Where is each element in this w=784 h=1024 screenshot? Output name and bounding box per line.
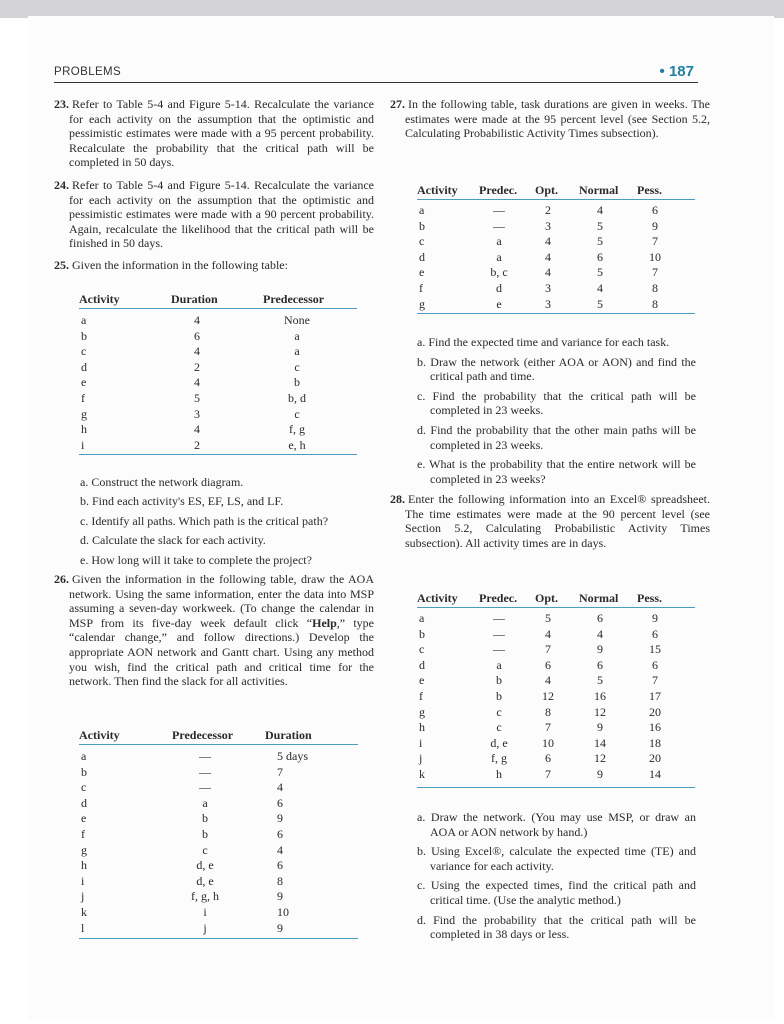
table-cell: f	[419, 688, 423, 703]
table-cell: 4	[545, 249, 551, 264]
table-cell: e	[419, 265, 425, 280]
table-cell: a	[496, 234, 502, 249]
predec-column	[481, 611, 517, 783]
col-header-predecessor: Predecessor	[172, 728, 234, 742]
list-item: d. Find the probability that the other main paths will be completed in 23 weeks.	[417, 422, 696, 452]
table-cell: b	[202, 826, 208, 841]
table-cell: e	[81, 811, 87, 826]
table-cell: g	[81, 842, 87, 857]
col-header-activity: Activity	[79, 728, 120, 742]
table-cell: k	[81, 904, 87, 919]
table-cell: 17	[649, 688, 661, 703]
problem-26: 26. Given the information in the following table, draw the AOA network. Using the same information, enter the data into MSP assuming a seven-day workweek. (To change the calendar in MSP from its five-day week default click “Help,” type “calendar change,” and follow directions.) Develop the appropriate AON network and Gantt chart. Using any method you wish, find the critical path and critical time for the network. Then find the slack for all activities.	[54, 572, 374, 689]
table-cell: 6	[545, 751, 551, 766]
col-header-predecessor: Predecessor	[263, 292, 325, 306]
table-cell: l	[81, 920, 85, 935]
table-cell: 5	[597, 265, 603, 280]
table-cell: b	[419, 626, 425, 641]
table-cell: b, d	[288, 390, 306, 405]
col-header-activity: Activity	[417, 183, 458, 197]
table-cell: 5	[597, 296, 603, 311]
table-cell: 7	[652, 673, 658, 688]
list-item: b. Find each activity's ES, EF, LS, and LF.	[80, 494, 284, 509]
table-cell: 18	[649, 735, 661, 750]
table-cell: 5	[545, 611, 551, 625]
table-cell: 2	[194, 437, 200, 452]
table-cell: 16	[649, 720, 661, 735]
table-cell: g	[419, 704, 425, 719]
table-cell: h	[419, 720, 425, 735]
table-cell: 8	[652, 280, 658, 295]
table-cell: 9	[597, 766, 603, 781]
table-cell: e	[81, 375, 87, 390]
table-cell: 10	[277, 904, 289, 919]
table-cell: 8	[545, 704, 551, 719]
predec-column	[481, 203, 517, 312]
table-27	[417, 183, 695, 318]
table-cell: c	[81, 344, 87, 359]
col-header-opt: Opt.	[535, 183, 559, 197]
table-cell: c	[419, 642, 425, 657]
table-cell: d	[419, 657, 425, 672]
table-28	[417, 591, 695, 791]
table-cell: g	[81, 406, 87, 421]
predecessor-column	[269, 313, 325, 453]
table-cell: 12	[542, 688, 554, 703]
table-cell: 10	[649, 249, 661, 264]
table-cell: i	[81, 873, 85, 888]
table-cell: h	[81, 858, 87, 873]
table-cell: 5 days	[277, 749, 308, 763]
table-cell: 7	[652, 234, 658, 249]
table-cell: d, e	[490, 735, 508, 750]
col-header-duration: Duration	[171, 292, 218, 306]
table-cell: b	[496, 673, 502, 688]
header-rule	[54, 82, 698, 83]
table-cell: 6	[277, 826, 283, 841]
table-cell: 4	[194, 313, 200, 327]
table-cell: 9	[652, 218, 658, 233]
table-cell: f	[81, 826, 85, 841]
table-cell: 7	[545, 766, 551, 781]
opt-column	[537, 203, 559, 312]
activity-column	[419, 203, 425, 312]
table-cell: j	[419, 751, 423, 766]
table-cell: 4	[597, 626, 603, 641]
table-cell: h	[81, 422, 87, 437]
list-item: e. How long will it take to complete the project?	[80, 552, 312, 567]
table-cell: f	[81, 390, 85, 405]
table-cell: a	[202, 795, 208, 810]
table-cell: i	[203, 904, 207, 919]
problem-25-items	[80, 475, 360, 572]
col-header-pess: Pess.	[637, 591, 662, 605]
table-cell: k	[419, 766, 425, 781]
table-cell: 9	[597, 642, 603, 657]
table-cell: 9	[277, 811, 283, 826]
table-cell: 5	[597, 673, 603, 688]
table-cell: 3	[545, 296, 551, 311]
problem-28: 28. Enter the following information into an Excel® spreadsheet. The time estimates were made at the 90 percent level (see Section 5.2, Calculating Probabilistic Activity Times subsection). All activity times are in days.	[390, 492, 710, 550]
table-cell: 5	[194, 390, 200, 405]
table-cell: b	[294, 375, 300, 390]
table-cell: c	[294, 359, 300, 374]
col-header-predec: Predec.	[479, 183, 518, 197]
table-cell: —	[493, 642, 505, 657]
duration-column	[277, 749, 308, 936]
predecessor-column	[179, 749, 231, 936]
table-cell: 10	[542, 735, 554, 750]
list-item: c. Using the expected times, find the critical path and critical time. (Use the analytic method.)	[417, 878, 696, 907]
table-cell: b	[202, 811, 208, 826]
table-cell: 6	[545, 657, 551, 672]
col-header-activity: Activity	[79, 292, 120, 306]
table-cell: 6	[652, 657, 658, 672]
table-cell: j	[81, 889, 85, 904]
table-cell: 15	[649, 642, 661, 657]
table-25	[79, 292, 357, 460]
table-cell: 7	[277, 764, 283, 779]
duration-column	[185, 313, 209, 453]
table-cell: 2	[194, 359, 200, 374]
table-cell: 6	[597, 249, 603, 264]
problem-28-items	[417, 810, 696, 942]
table-cell: 6	[277, 795, 283, 810]
table-bottom-rule	[417, 787, 695, 788]
table-cell: c	[419, 234, 425, 249]
list-item: d. Calculate the slack for each activity.	[80, 533, 266, 548]
table-cell: 20	[649, 704, 661, 719]
table-cell: f	[419, 280, 423, 295]
table-cell: —	[199, 780, 211, 795]
table-cell: 4	[545, 234, 551, 249]
col-header-activity: Activity	[417, 591, 458, 605]
table-cell: —	[493, 626, 505, 641]
table-cell: 4	[545, 673, 551, 688]
table-cell: 4	[597, 280, 603, 295]
pess-column	[643, 611, 667, 783]
normal-column	[589, 203, 611, 312]
table-bottom-rule	[417, 313, 695, 314]
table-cell: a	[496, 657, 502, 672]
table-cell: 9	[277, 889, 283, 904]
table-cell: 9	[597, 720, 603, 735]
table-cell: f, g, h	[191, 889, 219, 904]
list-item: a. Construct the network diagram.	[80, 475, 244, 489]
table-cell: 4	[194, 375, 200, 390]
table-cell: 9	[277, 920, 283, 935]
table-cell: h	[496, 766, 502, 781]
opt-column	[537, 611, 559, 783]
table-cell: 8	[652, 296, 658, 311]
list-item: a. Find the expected time and variance for each task.	[417, 335, 670, 349]
activity-column	[81, 749, 87, 936]
table-cell: 7	[545, 720, 551, 735]
table-cell: 6	[652, 626, 658, 641]
normal-column	[589, 611, 611, 783]
activity-column	[81, 313, 87, 453]
table-cell: 4	[545, 626, 551, 641]
table-cell: 14	[649, 766, 661, 781]
table-cell: 4	[277, 780, 283, 795]
table-26	[79, 728, 358, 940]
table-cell: b	[419, 218, 425, 233]
table-cell: d	[81, 795, 87, 810]
table-cell: a	[81, 313, 87, 327]
table-cell: d, e	[196, 873, 214, 888]
table-cell: f, g	[491, 751, 507, 766]
table-cell: c	[496, 720, 502, 735]
col-header-opt: Opt.	[535, 591, 559, 605]
table-cell: —	[199, 749, 211, 763]
table-cell: c	[202, 842, 208, 857]
table-cell: 8	[277, 873, 283, 888]
table-cell: 14	[594, 735, 606, 750]
table-cell: 7	[545, 642, 551, 657]
table-cell: 9	[652, 611, 658, 625]
table-cell: 16	[594, 688, 606, 703]
table-cell: 3	[545, 218, 551, 233]
table-cell: b, c	[490, 265, 508, 280]
table-cell: 4	[545, 265, 551, 280]
table-cell: 3	[545, 280, 551, 295]
table-cell: a	[294, 344, 300, 359]
table-cell: d, e	[196, 858, 214, 873]
page-number: • 187	[659, 63, 694, 80]
list-item: b. Using Excel®, calculate the expected time (TE) and variance for each activity.	[417, 844, 696, 873]
table-cell: c	[496, 704, 502, 719]
table-cell: a	[496, 249, 502, 264]
table-cell: 4	[597, 203, 603, 217]
problem-27-items	[417, 335, 696, 486]
table-cell: 2	[545, 203, 551, 217]
table-cell: a	[81, 749, 87, 763]
list-item: a. Draw the network. (You may use MSP, or draw an AOA or AON network by hand.)	[417, 810, 696, 839]
col-header-normal: Normal	[579, 591, 619, 605]
table-cell: a	[294, 328, 300, 343]
table-cell: b	[81, 328, 87, 343]
table-cell: d	[496, 280, 502, 295]
table-top-rule	[417, 607, 695, 608]
table-cell: None	[284, 313, 310, 327]
table-cell: 6	[277, 858, 283, 873]
table-cell: a	[419, 611, 425, 625]
table-cell: c	[294, 406, 300, 421]
list-item: c. Find the probability that the critical path will be completed in 23 weeks.	[417, 388, 696, 418]
table-cell: i	[419, 735, 423, 750]
table-cell: c	[81, 780, 87, 795]
table-top-rule	[79, 308, 357, 309]
table-cell: f, g	[289, 422, 305, 437]
list-item: d. Find the probability that the critical path will be completed in 38 days or less.	[417, 912, 696, 942]
table-cell: d	[81, 359, 87, 374]
col-header-duration: Duration	[265, 728, 312, 742]
col-header-normal: Normal	[579, 183, 619, 197]
table-cell: g	[419, 296, 425, 311]
problem-25: 25. Given the information in the following table:	[54, 258, 288, 272]
pess-column	[643, 203, 667, 312]
table-cell: d	[419, 249, 425, 264]
table-cell: 4	[194, 344, 200, 359]
table-cell: —	[199, 764, 211, 779]
list-item: e. What is the probability that the entire network will be completed in 23 weeks?	[417, 457, 696, 486]
table-cell: 12	[594, 704, 606, 719]
section-header: PROBLEMS	[54, 66, 122, 78]
table-cell: 6	[194, 328, 200, 343]
table-cell: e	[496, 296, 502, 311]
table-bottom-rule	[79, 454, 357, 455]
table-cell: b	[496, 688, 502, 703]
problem-24: 24. Refer to Table 5-4 and Figure 5-14. Recalculate the variance for each activity on the assumption that the optimistic and pessimistic estimates were made with a 90 percent probability. Again, recalculate the likelihood that the critical path will be finished in 50 days.	[54, 178, 374, 251]
table-bottom-rule	[79, 938, 358, 939]
table-cell: 7	[652, 265, 658, 280]
table-cell: —	[493, 203, 505, 217]
table-cell: b	[81, 764, 87, 779]
activity-column	[419, 611, 425, 783]
table-cell: e, h	[288, 437, 306, 452]
list-item: b. Draw the network (either AOA or AON) and find the critical path and time.	[417, 354, 696, 384]
table-cell: 20	[649, 751, 661, 766]
table-cell: a	[419, 203, 425, 217]
problem-23: 23. Refer to Table 5-4 and Figure 5-14. Recalculate the variance for each activity on the assumption that the optimistic and pessimistic estimates were made with a 95 percent probability. Recalculate the probability that the critical path will be completed in 50 days.	[54, 97, 374, 170]
table-cell: e	[419, 673, 425, 688]
table-cell: 5	[597, 218, 603, 233]
table-cell: j	[203, 920, 207, 935]
col-header-pess: Pess.	[637, 183, 662, 197]
table-top-rule	[79, 744, 358, 745]
table-cell: i	[81, 437, 85, 452]
table-cell: 3	[194, 406, 200, 421]
list-item: c. Identify all paths. Which path is the critical path?	[80, 513, 329, 528]
table-cell: 5	[597, 234, 603, 249]
table-cell: 12	[594, 751, 606, 766]
table-top-rule	[417, 199, 695, 200]
col-header-predec: Predec.	[479, 591, 518, 605]
table-cell: 4	[194, 422, 200, 437]
table-cell: —	[493, 218, 505, 233]
table-cell: 6	[597, 657, 603, 672]
table-cell: 6	[652, 203, 658, 217]
problem-27: 27. In the following table, task durations are given in weeks. The estimates were made at the 95 percent level (see Section 5.2, Calculating Probabilistic Activity Times subsection).	[390, 97, 710, 141]
table-cell: 6	[597, 611, 603, 625]
table-cell: 4	[277, 842, 283, 857]
table-cell: —	[493, 611, 505, 625]
